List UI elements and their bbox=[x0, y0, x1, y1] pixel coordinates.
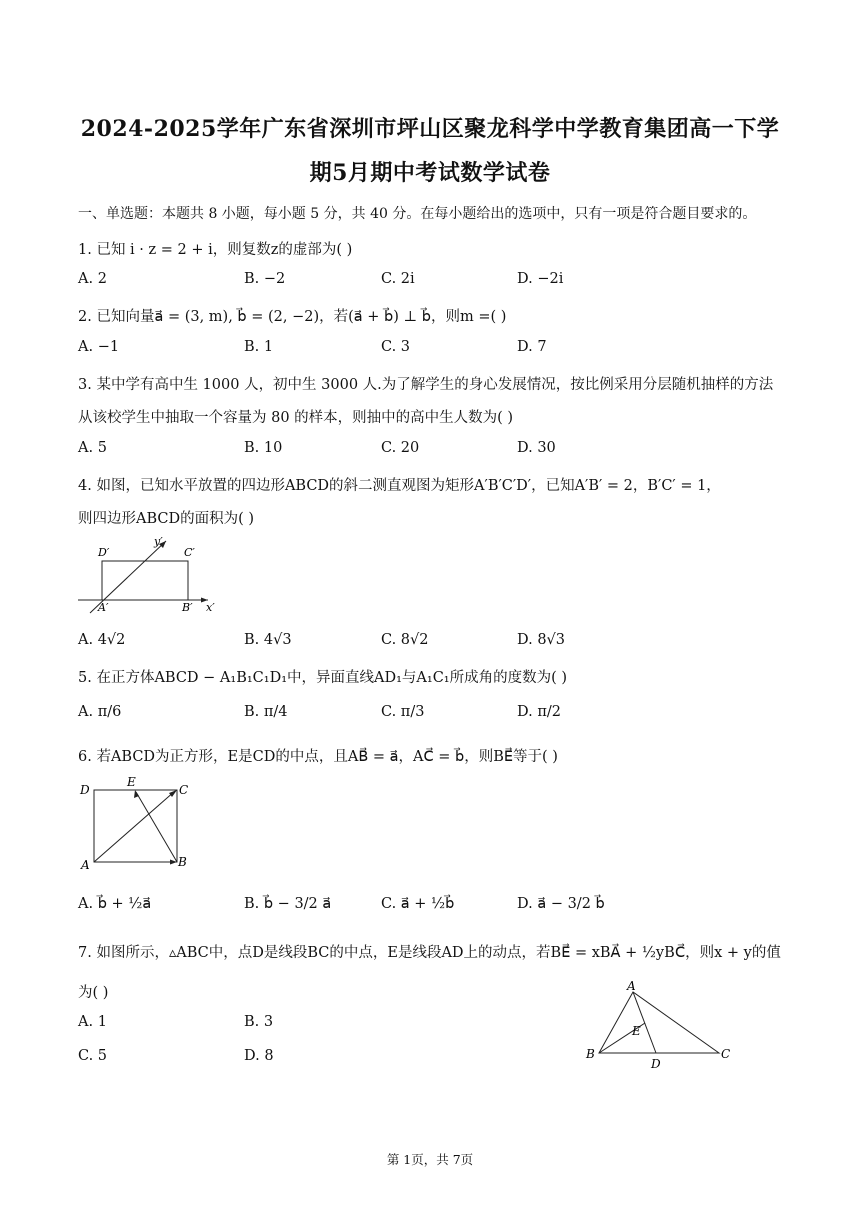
q6-option-c: C. a⃗ + ½b⃗ bbox=[381, 896, 455, 912]
fig6-label-a: A bbox=[81, 858, 90, 872]
question-4-stem-line1: 4. 如图，已知水平放置的四边形ABCD的斜二测直观图为矩形A′B′C′D′，已知A′B′ = 2，B′C′ = 1， bbox=[78, 478, 721, 494]
q6-option-a: A. b⃗ + ½a⃗ bbox=[78, 896, 152, 912]
question-1-stem: 1. 已知 i · z = 2 + i，则复数z的虚部为( ) bbox=[78, 242, 353, 258]
q3-option-d: D. 30 bbox=[517, 440, 556, 456]
question-3-stem-line2: 从该校学生中抽取一个容量为 80 的样本，则抽中的高中生人数为( ) bbox=[78, 410, 514, 426]
q6-option-b: B. b⃗ − 3/2 a⃗ bbox=[244, 896, 332, 912]
q2-option-d: D. 7 bbox=[517, 339, 547, 355]
q7-option-a: A. 1 bbox=[78, 1014, 107, 1030]
fig4-label-y: y′ bbox=[154, 535, 163, 548]
q2-option-a: A. −1 bbox=[78, 339, 120, 355]
question-7-stem-line1: 7. 如图所示，▵ABC中，点D是线段BC的中点，E是线段AD上的动点，若BE⃗ = xBA⃗ + ½yBC⃗，则x + y的值 bbox=[78, 945, 781, 961]
fig7-label-d: D bbox=[651, 1057, 661, 1071]
q5-option-a: A. π/6 bbox=[78, 704, 122, 720]
fig7-label-b: B bbox=[586, 1047, 595, 1061]
exam-title-line2: 期5月期中考试数学试卷 bbox=[309, 160, 551, 186]
figure-6-square-vectors bbox=[76, 772, 194, 872]
q4-option-d: D. 8√3 bbox=[517, 632, 566, 648]
section-heading: 一、单选题：本题共 8 小题，每小题 5 分，共 40 分。在每小题给出的选项中，只有一项是符合题目要求的。 bbox=[78, 206, 757, 222]
fig6-label-b: B bbox=[178, 855, 187, 869]
q5-option-c: C. π/3 bbox=[381, 704, 425, 720]
q1-option-b: B. −2 bbox=[244, 271, 286, 287]
q4-option-a: A. 4√2 bbox=[78, 632, 126, 648]
fig7-label-c: C bbox=[721, 1047, 731, 1061]
q4-option-b: B. 4√3 bbox=[244, 632, 292, 648]
question-3-stem-line1: 3. 某中学有高中生 1000 人，初中生 3000 人.为了解学生的身心发展情况，按比例采用分层随机抽样的方法 bbox=[78, 377, 774, 393]
q1-option-d: D. −2i bbox=[517, 271, 564, 287]
fig4-label-a: A′ bbox=[98, 601, 109, 614]
q3-option-b: B. 10 bbox=[244, 440, 283, 456]
q4-option-c: C. 8√2 bbox=[381, 632, 429, 648]
q1-option-c: C. 2i bbox=[381, 271, 415, 287]
fig7-label-e: E bbox=[632, 1024, 641, 1038]
fig6-label-c: C bbox=[179, 783, 189, 797]
question-5-stem: 5. 在正方体ABCD − A₁B₁C₁D₁中，异面直线AD₁与A₁C₁所成角的度数为( ) bbox=[78, 670, 568, 686]
figure-4-oblique-rectangle bbox=[74, 535, 224, 620]
q7-option-b: B. 3 bbox=[244, 1014, 274, 1030]
q7-option-d: D. 8 bbox=[244, 1048, 274, 1064]
question-4-stem-line2: 则四边形ABCD的面积为( ) bbox=[78, 511, 255, 527]
q6-option-d: D. a⃗ − 3/2 b⃗ bbox=[517, 896, 605, 912]
fig4-label-d: D′ bbox=[98, 546, 110, 559]
q2-option-c: C. 3 bbox=[381, 339, 411, 355]
fig4-label-b: B′ bbox=[182, 601, 193, 614]
exam-title-line1: 2024-2025学年广东省深圳市坪山区聚龙科学中学教育集团高一下学 bbox=[80, 116, 780, 142]
q3-option-a: A. 5 bbox=[78, 440, 107, 456]
question-2-stem: 2. 已知向量a⃗ = (3, m), b⃗ = (2, −2)，若(a⃗ + b⃗) ⊥ b⃗，则m =( ) bbox=[78, 309, 507, 325]
q5-option-b: B. π/4 bbox=[244, 704, 288, 720]
question-7-stem-line2: 为( ) bbox=[78, 985, 109, 1001]
fig6-label-d: D bbox=[80, 783, 90, 797]
fig6-label-e: E bbox=[127, 775, 136, 789]
figure-7-triangle bbox=[583, 980, 733, 1072]
fig4-label-c: C′ bbox=[184, 546, 195, 559]
question-6-stem: 6. 若ABCD为正方形，E是CD的中点，且AB⃗ = a⃗，AC⃗ = b⃗，则BE⃗等于( ) bbox=[78, 749, 558, 765]
page-footer: 第 1页，共 7页 bbox=[386, 1152, 474, 1167]
q1-option-a: A. 2 bbox=[78, 271, 107, 287]
q5-option-d: D. π/2 bbox=[517, 704, 561, 720]
fig4-label-x: x′ bbox=[206, 601, 215, 614]
q7-option-c: C. 5 bbox=[78, 1048, 108, 1064]
fig7-label-a: A bbox=[627, 980, 636, 993]
q3-option-c: C. 20 bbox=[381, 440, 420, 456]
q2-option-b: B. 1 bbox=[244, 339, 274, 355]
